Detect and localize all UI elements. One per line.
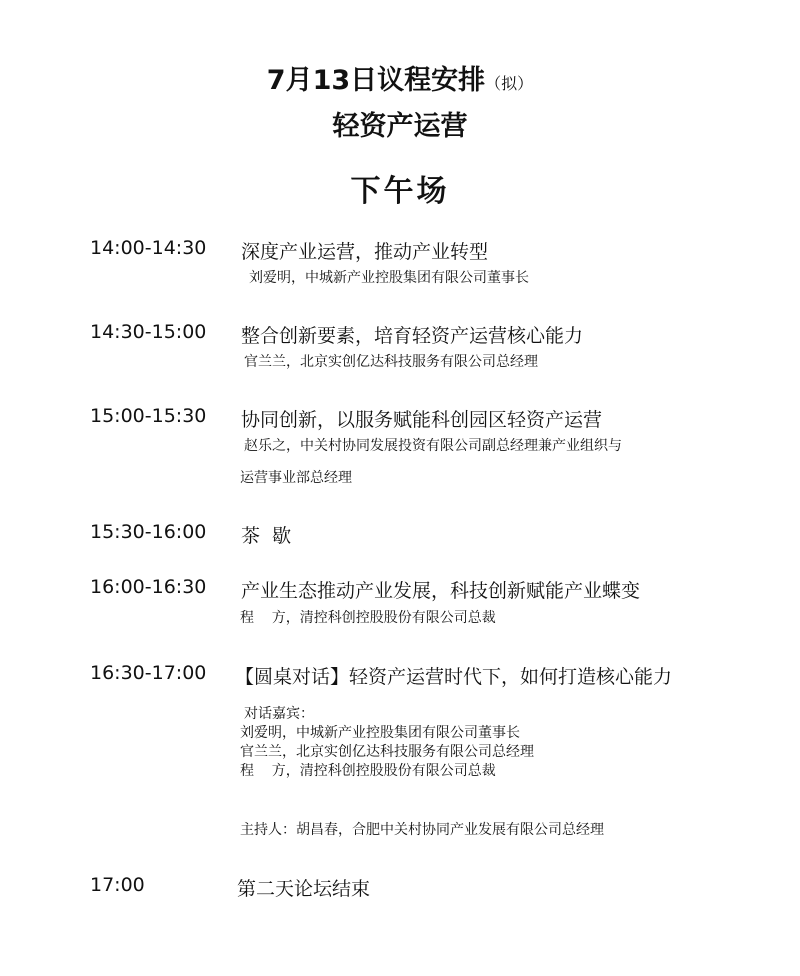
agenda-title-text: 7月13日议程安排 <box>266 65 486 96</box>
guest-line: 官兰兰，北京实创亿达科技服务有限公司总经理 <box>240 744 534 760</box>
agenda-speaker-line1: 赵乐之，中关村协同发展投资有限公司副总经理兼产业组织与 <box>244 438 622 454</box>
agenda-title <box>0 58 800 97</box>
agenda-topic: 产业生态推动产业发展，科技创新赋能产业蝶变 <box>241 580 641 602</box>
agenda-speaker: 程 方，清控科创控股股份有限公司总裁 <box>240 610 496 626</box>
agenda-time: 14:30-15:00 <box>90 321 207 343</box>
agenda-time: 15:00-15:30 <box>90 405 207 427</box>
agenda-topic: 整合创新要素，培育轻资产运营核心能力 <box>241 325 584 347</box>
agenda-speaker: 刘爱明，中城新产业控股集团有限公司董事长 <box>249 270 529 286</box>
agenda-time: 16:30-17:00 <box>90 662 207 684</box>
guests-label: 对话嘉宾： <box>244 706 314 722</box>
agenda-topic: 第二天论坛结束 <box>237 878 371 900</box>
agenda-subtitle: 轻资产运营 <box>332 111 468 142</box>
agenda-title-note: （拟） <box>485 74 534 93</box>
agenda-time: 14:00-14:30 <box>90 237 207 259</box>
agenda-speaker: 官兰兰，北京实创亿达科技服务有限公司总经理 <box>244 354 538 370</box>
agenda-speaker-line2: 运营事业部总经理 <box>240 470 352 486</box>
agenda-topic: 【圆桌对话】轻资产运营时代下，如何打造核心能力 <box>235 666 673 688</box>
agenda-time: 16:00-16:30 <box>90 576 207 598</box>
agenda-topic: 茶 歇 <box>241 525 292 547</box>
host-line: 主持人：胡昌春，合肥中关村协同产业发展有限公司总经理 <box>240 822 604 838</box>
agenda-topic: 协同创新，以服务赋能科创园区轻资产运营 <box>241 409 603 431</box>
agenda-time: 17:00 <box>90 874 145 896</box>
agenda-topic: 深度产业运营，推动产业转型 <box>241 241 489 263</box>
session-heading: 下午场 <box>350 174 450 209</box>
agenda-time: 15:30-16:00 <box>90 521 207 543</box>
guest-line: 程 方，清控科创控股股份有限公司总裁 <box>240 763 496 779</box>
guest-line: 刘爱明，中城新产业控股集团有限公司董事长 <box>240 725 520 741</box>
